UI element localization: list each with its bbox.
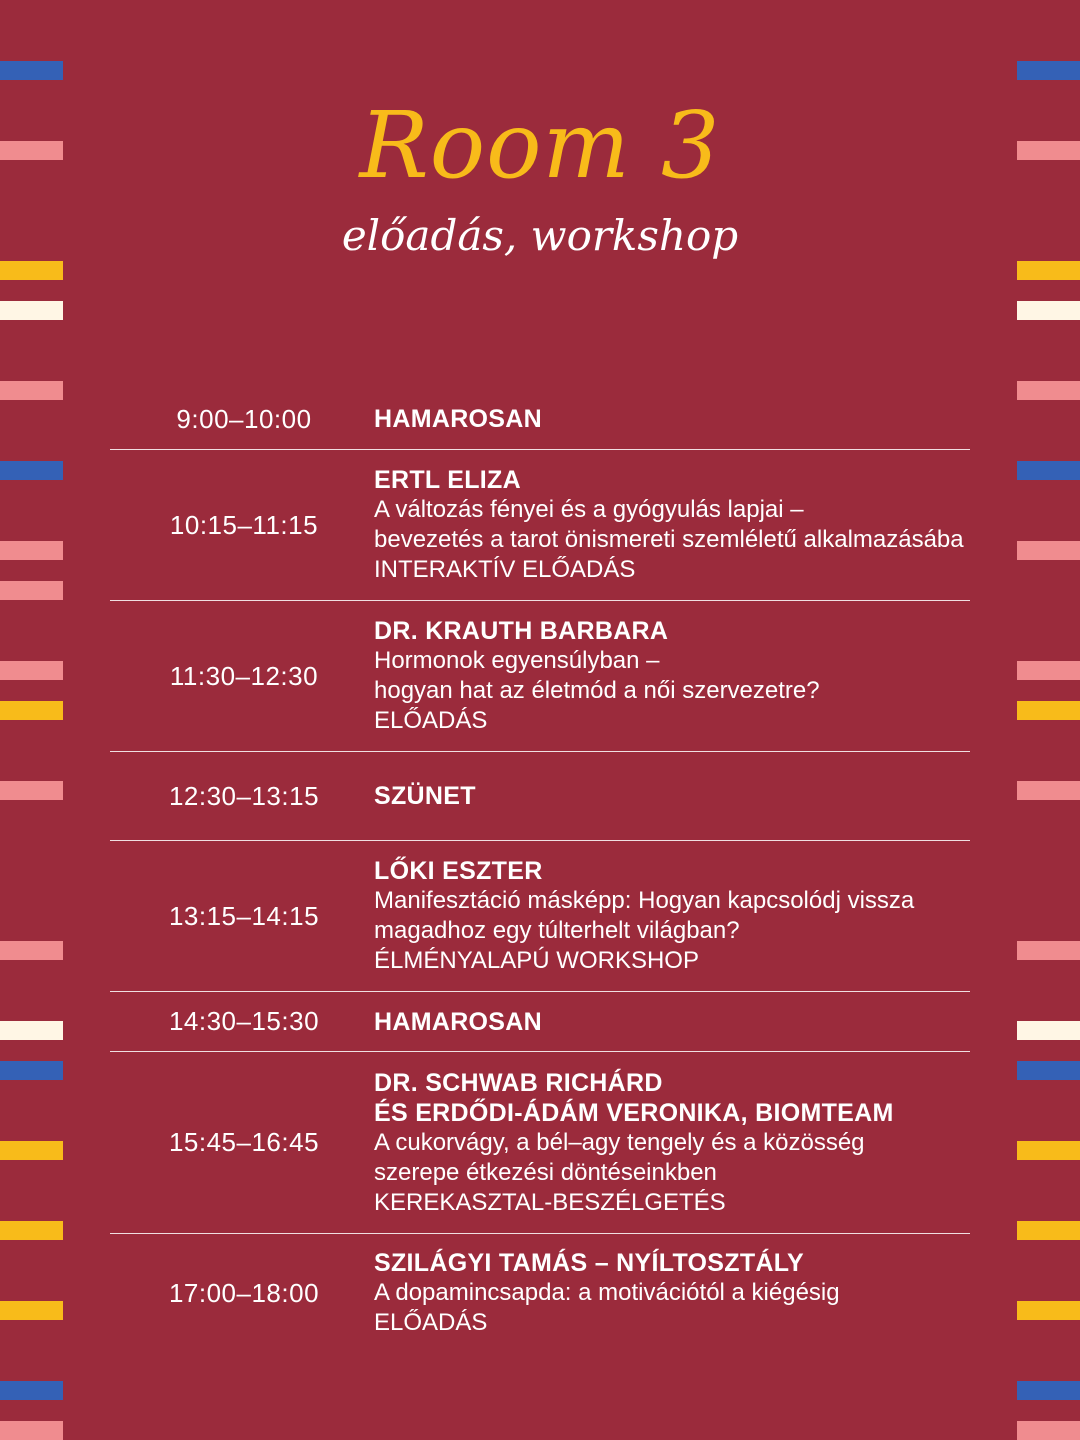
schedule-row: [110, 992, 970, 1052]
schedule-row: [110, 450, 970, 601]
stripe-yellow: [0, 261, 63, 280]
session-type: ÉLMÉNYALAPÚ WORKSHOP: [374, 947, 699, 974]
stripe-pink: [1017, 781, 1080, 800]
stripe-blue: [0, 461, 63, 480]
page-subtitle: előadás, workshop: [341, 211, 739, 260]
session-content: [374, 1068, 970, 1218]
stripe-pink: [0, 381, 63, 400]
stripe-pink: [1017, 941, 1080, 960]
schedule-row: [110, 389, 970, 450]
session-description: A dopamincsapda: a motivációtól a kiégésig: [374, 1279, 840, 1306]
stripe-blue: [1017, 61, 1080, 80]
session-description: hogyan hat az életmód a női szervezetre?: [374, 677, 820, 704]
schedule-row: [110, 752, 970, 841]
stripe-blue: [0, 1381, 63, 1400]
stripe-blue: [1017, 461, 1080, 480]
speaker-name: SZILÁGYI TAMÁS – NYÍLTOSZTÁLY: [374, 1249, 805, 1277]
session-type: ELŐADÁS: [374, 707, 488, 734]
time-slot: 9:00–10:00: [176, 403, 312, 434]
session-content: [374, 856, 970, 976]
session-content: [374, 1007, 970, 1037]
stripe-yellow: [1017, 261, 1080, 280]
stripe-yellow: [0, 1301, 63, 1320]
session-type: KEREKASZTAL-BESZÉLGETÉS: [374, 1188, 726, 1216]
session-content: [374, 404, 970, 434]
stripe-pink: [0, 581, 63, 600]
stripe-yellow: [0, 1221, 63, 1240]
speaker-name: LŐKI ESZTER: [374, 857, 543, 885]
stripe-blue: [0, 1061, 63, 1080]
stripe-pink: [1017, 381, 1080, 400]
session-title: HAMAROSAN: [374, 405, 542, 433]
stripe-pink: [0, 941, 63, 960]
stripe-yellow: [0, 701, 63, 720]
stripe-blue: [1017, 1061, 1080, 1080]
stripe-yellow: [1017, 1301, 1080, 1320]
session-description: A cukorvágy, a bél–agy tengely és a közösség: [374, 1128, 865, 1156]
stripe-yellow: [1017, 701, 1080, 720]
stripe-yellow: [1017, 1141, 1080, 1160]
stripe-pink: [0, 781, 63, 800]
session-description: magadhoz egy túlterhelt világban?: [374, 917, 740, 944]
stripe-yellow: [1017, 1221, 1080, 1240]
time-slot: 12:30–13:15: [168, 780, 320, 811]
schedule-row: [110, 1234, 970, 1352]
stripe-yellow: [0, 1141, 63, 1160]
stripe-cream: [1017, 301, 1080, 320]
time-slot: 11:30–12:30: [169, 660, 319, 691]
page-title: Room 3: [359, 92, 721, 199]
stripe-cream: [0, 301, 63, 320]
stripe-cream: [1017, 1021, 1080, 1040]
stripe-cream: [0, 1021, 63, 1040]
stripe-pink: [0, 541, 63, 560]
stripe-pink: [0, 1421, 63, 1440]
speaker-name: DR. KRAUTH BARBARA: [374, 617, 669, 645]
time-slot: 15:45–16:45: [168, 1127, 320, 1157]
time-slot: 17:00–18:00: [168, 1277, 320, 1308]
stripe-pink: [1017, 1421, 1080, 1440]
session-content: [374, 1248, 970, 1338]
speaker-name: ERTL ELIZA: [374, 466, 521, 494]
time-slot: 14:30–15:30: [168, 1006, 320, 1036]
session-title: HAMAROSAN: [374, 1007, 542, 1036]
schedule-row: [110, 841, 970, 992]
schedule-row: [110, 1052, 970, 1234]
session-title: SZÜNET: [374, 782, 476, 810]
session-description: Hormonok egyensúlyban –: [374, 647, 660, 674]
session-description: szerepe étkezési döntéseinkben: [374, 1158, 717, 1186]
session-content: [374, 465, 970, 585]
session-description: Manifesztáció másképp: Hogyan kapcsolódj vissza: [374, 887, 915, 914]
session-type: INTERAKTÍV ELŐADÁS: [374, 556, 636, 583]
schedule-row: [110, 601, 970, 752]
schedule-list: [110, 389, 970, 1352]
stripe-pink: [0, 661, 63, 680]
session-type: ELŐADÁS: [374, 1309, 488, 1336]
stripe-pink: [1017, 541, 1080, 560]
stripe-blue: [1017, 1381, 1080, 1400]
session-description: A változás fényei és a gyógyulás lapjai –: [374, 496, 804, 523]
session-content: [374, 616, 970, 736]
time-slot: 13:15–14:15: [168, 900, 320, 931]
session-description: bevezetés a tarot önismereti szemléletű alkalmazásába: [374, 526, 964, 553]
session-content: [374, 781, 970, 811]
stripe-pink: [1017, 661, 1080, 680]
time-slot: 10:15–11:15: [169, 509, 319, 540]
stripe-blue: [0, 61, 63, 80]
speaker-name: DR. SCHWAB RICHÁRD: [374, 1068, 663, 1097]
speaker-name-continued: ÉS ERDŐDI-ÁDÁM VERONIKA, BIOMTEAM: [374, 1098, 894, 1127]
